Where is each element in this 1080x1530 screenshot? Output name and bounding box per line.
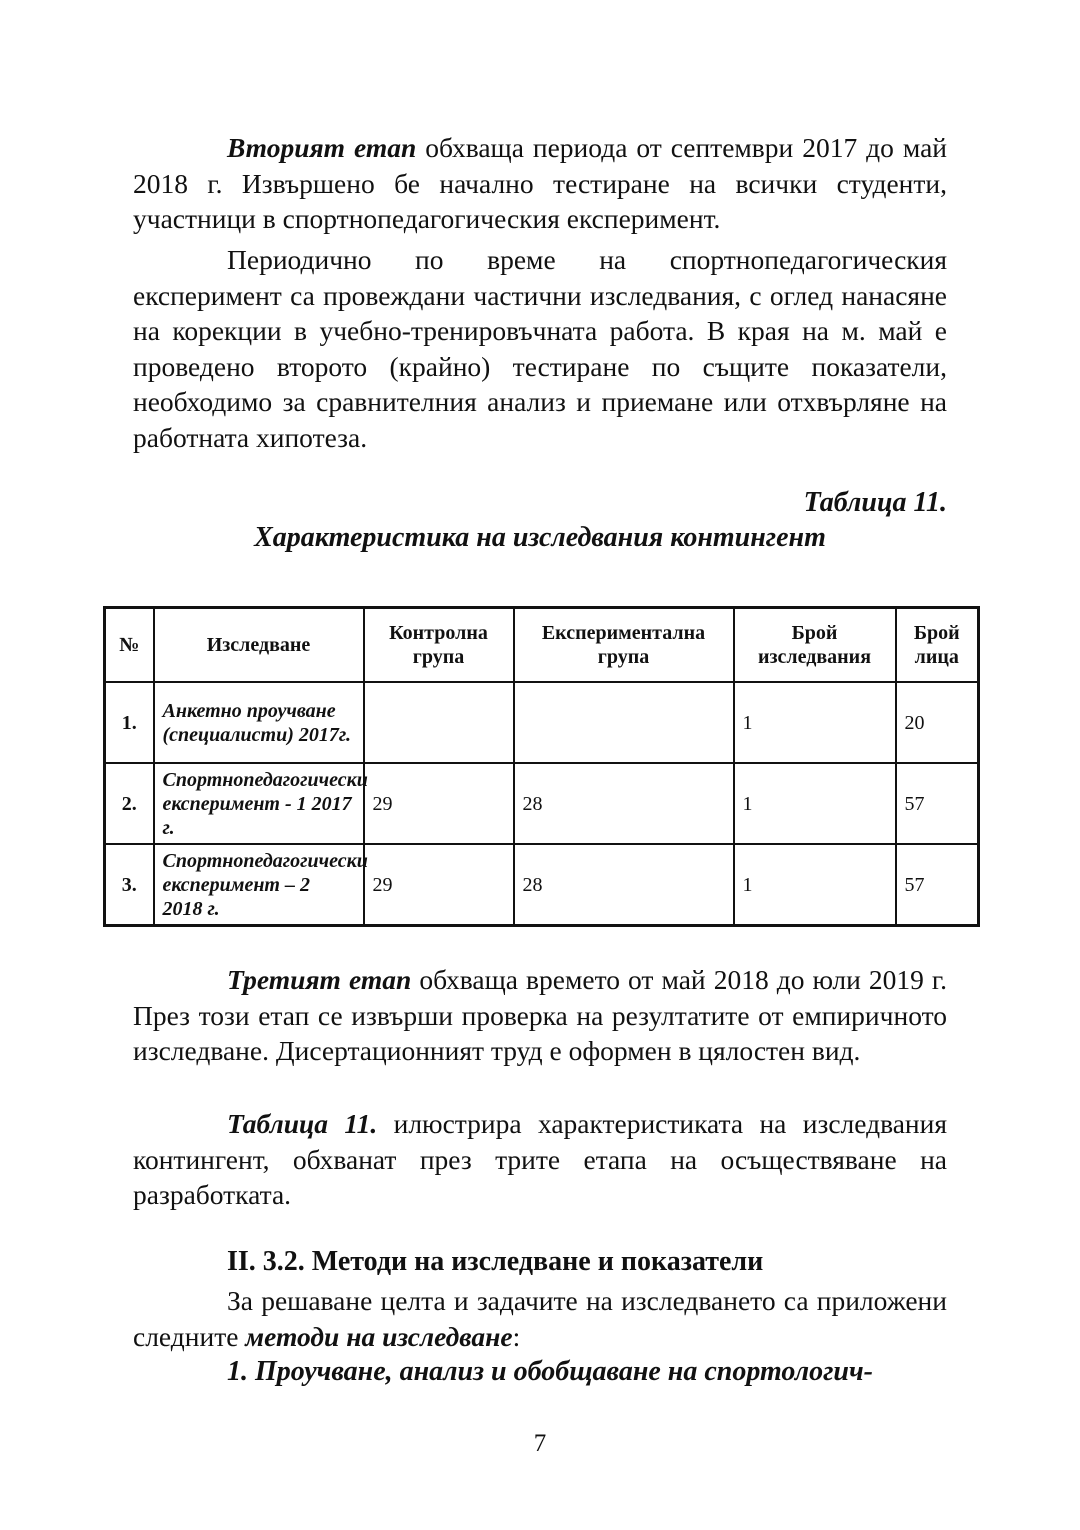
- cell-count: 1: [734, 763, 896, 844]
- table-row: [105, 682, 979, 763]
- methods-intro-text: За решаване целта и задачите на изследването са приложени следните: [133, 1285, 947, 1352]
- table-header-row: [105, 608, 979, 683]
- methods-emphasis: методи на изследване: [245, 1320, 513, 1352]
- cell-no: 3.: [105, 844, 154, 926]
- header-experimental: Експериментална група: [514, 608, 734, 683]
- cell-study: Анкетно проучване (специалисти) 2017г.: [154, 682, 364, 763]
- header-no: №: [105, 608, 154, 683]
- cell-experimental: [514, 682, 734, 763]
- cell-experimental: 28: [514, 763, 734, 844]
- header-count: Брой изследвания: [734, 608, 896, 683]
- cell-study: Спортнопедагогически експеримент – 2 2018 г.: [154, 844, 364, 926]
- paragraph-stage-two: [133, 130, 947, 237]
- table-reference-lead: Таблица 11.: [227, 1108, 378, 1139]
- methods-intro-colon: :: [512, 1320, 521, 1352]
- cell-no: 1.: [105, 682, 154, 763]
- contingent-table: [103, 606, 980, 927]
- cell-persons: 57: [896, 763, 979, 844]
- header-persons: Брой лица: [896, 608, 979, 683]
- table-row: [105, 763, 979, 844]
- header-control: Контролна група: [364, 608, 514, 683]
- table-reference-text: илюстрира характеристиката на изследвания контингент, обхванат през трите етапа на осъществяване на разработката.: [133, 1108, 947, 1210]
- header-study: Изследване: [154, 608, 364, 683]
- table-row: [105, 844, 979, 926]
- stage-three-text: обхваща времето от май 2018 до юли 2019 г. През този етап се извърши проверка на резултатите от емпиричното изследване. Дисертационният труд е оформен в цялостен вид.: [133, 964, 947, 1066]
- paragraph-stage-three: [133, 962, 947, 1069]
- paragraph-table-reference: [133, 1106, 947, 1213]
- stage-two-lead: Вторият етап: [227, 132, 417, 163]
- cell-control: 29: [364, 763, 514, 844]
- stage-two-text: обхваща периода от септември 2017 до май 2018 г. Извършено бе начално тестиране на всички студенти, участници в спортнопедагогическия експеримент.: [133, 132, 947, 234]
- cell-no: 2.: [105, 763, 154, 844]
- periodic-text: Периодично по време на спортнопедагогическия експеримент са провеждани частични изследвания, с оглед нанасяне на корекции в учебно-тренировъчната работа. В края на м. май е проведено второто (крайно) тестиране по същите показатели, необходимо за сравнителния анализ и приемане или отхвърляне на работната хипотеза.: [133, 244, 947, 453]
- table-title: Характеристика на изследвания контингент: [254, 522, 826, 553]
- table-number: Таблица 11.: [803, 487, 947, 518]
- cell-count: 1: [734, 844, 896, 926]
- method-one-heading: 1. Проучване, анализ и обобщаване на спортологич-: [227, 1356, 873, 1387]
- section-heading: II. 3.2. Методи на изследване и показатели: [227, 1246, 764, 1277]
- page-number: 7: [533, 1430, 547, 1457]
- cell-count: 1: [734, 682, 896, 763]
- cell-control: 29: [364, 844, 514, 926]
- cell-control: [364, 682, 514, 763]
- paragraph-periodic: [133, 242, 947, 455]
- cell-persons: 57: [896, 844, 979, 926]
- cell-experimental: 28: [514, 844, 734, 926]
- cell-study: Спортнопедагогически експеримент - 1 2017 г.: [154, 763, 364, 844]
- paragraph-methods-intro: [133, 1283, 947, 1354]
- stage-three-lead: Третият етап: [227, 964, 412, 995]
- cell-persons: 20: [896, 682, 979, 763]
